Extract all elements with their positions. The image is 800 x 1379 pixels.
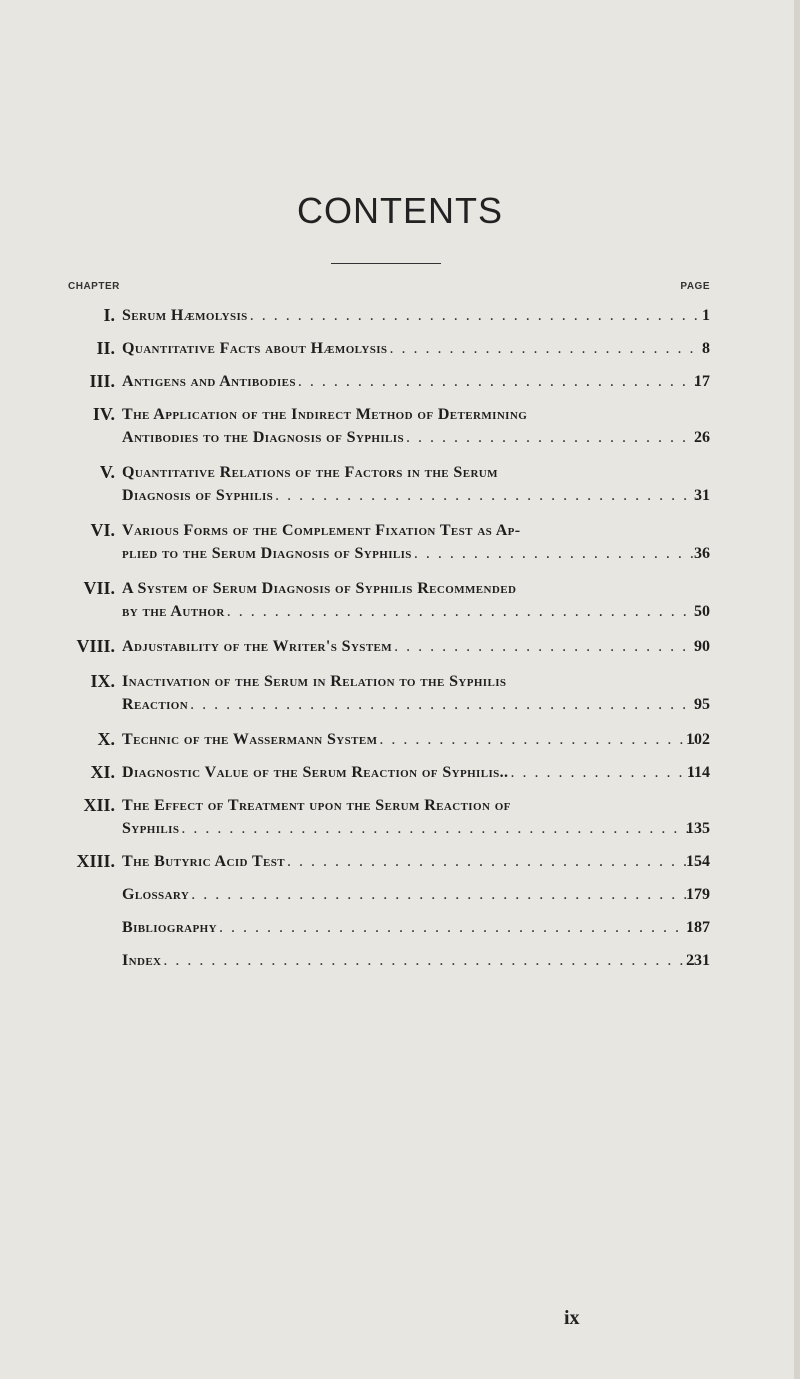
toc-entry[interactable] (0, 577, 800, 623)
page-number: 102 (686, 731, 710, 748)
page-number: 114 (686, 764, 710, 781)
chapter-title-line (122, 949, 703, 972)
toc-entry[interactable] (0, 794, 800, 840)
chapter-number: I. (103, 305, 115, 325)
chapter-title-line: A System of Serum Diagnosis of Syphilis Recommended (122, 580, 517, 597)
chapter-title-line (122, 693, 703, 716)
chapter-number: X. (97, 729, 115, 749)
chapter-title-text: Index (122, 952, 162, 969)
chapter-title-line (122, 761, 703, 784)
toc-entry[interactable] (0, 949, 800, 972)
chapter-title (122, 728, 703, 751)
table-of-contents (0, 304, 800, 972)
toc-entry[interactable] (0, 519, 800, 565)
chapter-title-line: Quantitative Relations of the Factors in the Serum (122, 464, 498, 481)
chapter-title (122, 761, 703, 784)
page-title: CONTENTS (297, 190, 503, 231)
chapter-number (0, 949, 122, 972)
chapter-title-line (122, 304, 703, 327)
chapter-title-line (122, 484, 703, 507)
page-number: 50 (694, 603, 710, 620)
dot-leader (250, 304, 699, 327)
chapter-title-line: The Effect of Treatment upon the Serum Reaction of (122, 797, 511, 814)
chapter-number (0, 883, 122, 906)
chapter-number: IV. (92, 404, 115, 424)
page-number: 95 (694, 696, 710, 713)
chapter-title-text: Bibliography (122, 919, 217, 936)
dot-leader (287, 850, 699, 873)
chapter-column-heading: CHAPTER (68, 281, 120, 292)
page-number: 90 (694, 638, 710, 655)
chapter-title (122, 883, 703, 906)
page-number: 31 (694, 487, 710, 504)
toc-entry[interactable] (0, 850, 800, 873)
chapter-number: II. (96, 338, 115, 358)
chapter-title-text: The Butyric Acid Test (122, 853, 286, 870)
title-rule (331, 263, 441, 264)
chapter-title-line (122, 542, 703, 565)
page-number: 231 (686, 952, 710, 969)
toc-entry[interactable] (0, 916, 800, 939)
chapter-title-text: Serum Hæmolysis (122, 307, 248, 324)
chapter-title-text: Reaction (122, 696, 189, 713)
toc-entry[interactable] (0, 461, 800, 507)
dot-leader (298, 370, 699, 393)
chapter-title-text: plied to the Serum Diagnosis of Syphilis (122, 545, 412, 562)
chapter-title (122, 370, 703, 393)
dot-leader (414, 542, 699, 565)
chapter-number: V. (99, 462, 115, 482)
dot-leader (394, 635, 699, 658)
toc-entry[interactable] (0, 670, 800, 716)
dot-leader (389, 337, 699, 360)
chapter-title-line: Various Forms of the Complement Fixation Test as Ap- (122, 522, 521, 539)
chapter-title-text: Technic of the Wassermann System (122, 731, 378, 748)
toc-entry[interactable] (0, 370, 800, 393)
chapter-title-line (122, 426, 703, 449)
chapter-title-text: by the Author (122, 603, 225, 620)
page-folio: ix (564, 1307, 580, 1329)
page-number: 36 (694, 545, 710, 562)
chapter-title-text: Glossary (122, 886, 190, 903)
chapter-title (122, 577, 703, 623)
page-number: 1 (702, 307, 710, 324)
page-column-heading: PAGE (680, 281, 710, 292)
chapter-number: IX. (90, 671, 115, 691)
page-number: 135 (686, 820, 710, 837)
toc-entry[interactable] (0, 761, 800, 784)
chapter-number: XII. (83, 795, 115, 815)
toc-entry[interactable] (0, 883, 800, 906)
chapter-title-line (122, 916, 703, 939)
dot-leader (219, 916, 699, 939)
chapter-title (122, 670, 703, 716)
chapter-number: VII. (83, 578, 115, 598)
chapter-title-line (122, 883, 703, 906)
toc-entry[interactable] (0, 403, 800, 449)
chapter-title-line (122, 600, 703, 623)
chapter-title-line (122, 728, 703, 751)
column-headings (68, 281, 710, 292)
chapter-title-line (122, 337, 703, 360)
chapter-title-text: Syphilis (122, 820, 180, 837)
page-number: 154 (686, 853, 710, 870)
chapter-title (122, 461, 703, 507)
chapter-title-text: Diagnostic Value of the Serum Reaction of Syphilis.. (122, 764, 509, 781)
chapter-title-text: Antibodies to the Diagnosis of Syphilis (122, 429, 404, 446)
chapter-number: XIII. (76, 851, 115, 871)
chapter-number: III. (89, 371, 115, 391)
toc-entry[interactable] (0, 337, 800, 360)
page-number: 187 (686, 919, 710, 936)
dot-leader (275, 484, 699, 507)
dot-leader (227, 600, 699, 623)
page-number: 8 (702, 340, 710, 357)
dot-leader (406, 426, 699, 449)
toc-entry[interactable] (0, 304, 800, 327)
chapter-title-text: Diagnosis of Syphilis (122, 487, 274, 504)
chapter-number: VI. (90, 520, 115, 540)
chapter-number: XI. (90, 762, 115, 782)
chapter-title (122, 337, 703, 360)
page-number: 179 (686, 886, 710, 903)
chapter-title-line: The Application of the Indirect Method of Determining (122, 406, 528, 423)
page-number: 17 (694, 373, 710, 390)
dot-leader (181, 817, 699, 840)
dot-leader (191, 883, 699, 906)
chapter-title-line (122, 817, 703, 840)
chapter-title-text: Quantitative Facts about Hæmolysis (122, 340, 388, 357)
chapter-title-text: Antigens and Antibodies (122, 373, 296, 390)
chapter-number (0, 916, 122, 939)
chapter-title (122, 916, 703, 939)
dot-leader (510, 761, 699, 784)
chapter-title-line: Inactivation of the Serum in Relation to the Syphilis (122, 673, 507, 690)
chapter-title (122, 794, 703, 840)
dot-leader (163, 949, 699, 972)
chapter-title (122, 949, 703, 972)
dot-leader (379, 728, 699, 751)
toc-entry[interactable] (0, 728, 800, 751)
chapter-number: VIII. (76, 636, 115, 656)
page-number: 26 (694, 429, 710, 446)
chapter-title (122, 850, 703, 873)
chapter-title (122, 403, 703, 449)
chapter-title-line (122, 850, 703, 873)
chapter-title-text: Adjustability of the Writer's System (122, 638, 393, 655)
chapter-title-line (122, 370, 703, 393)
chapter-title-line (122, 635, 703, 658)
dot-leader (190, 693, 699, 716)
toc-entry[interactable] (0, 635, 800, 658)
chapter-title (122, 304, 703, 327)
chapter-title (122, 519, 703, 565)
chapter-title (122, 635, 703, 658)
